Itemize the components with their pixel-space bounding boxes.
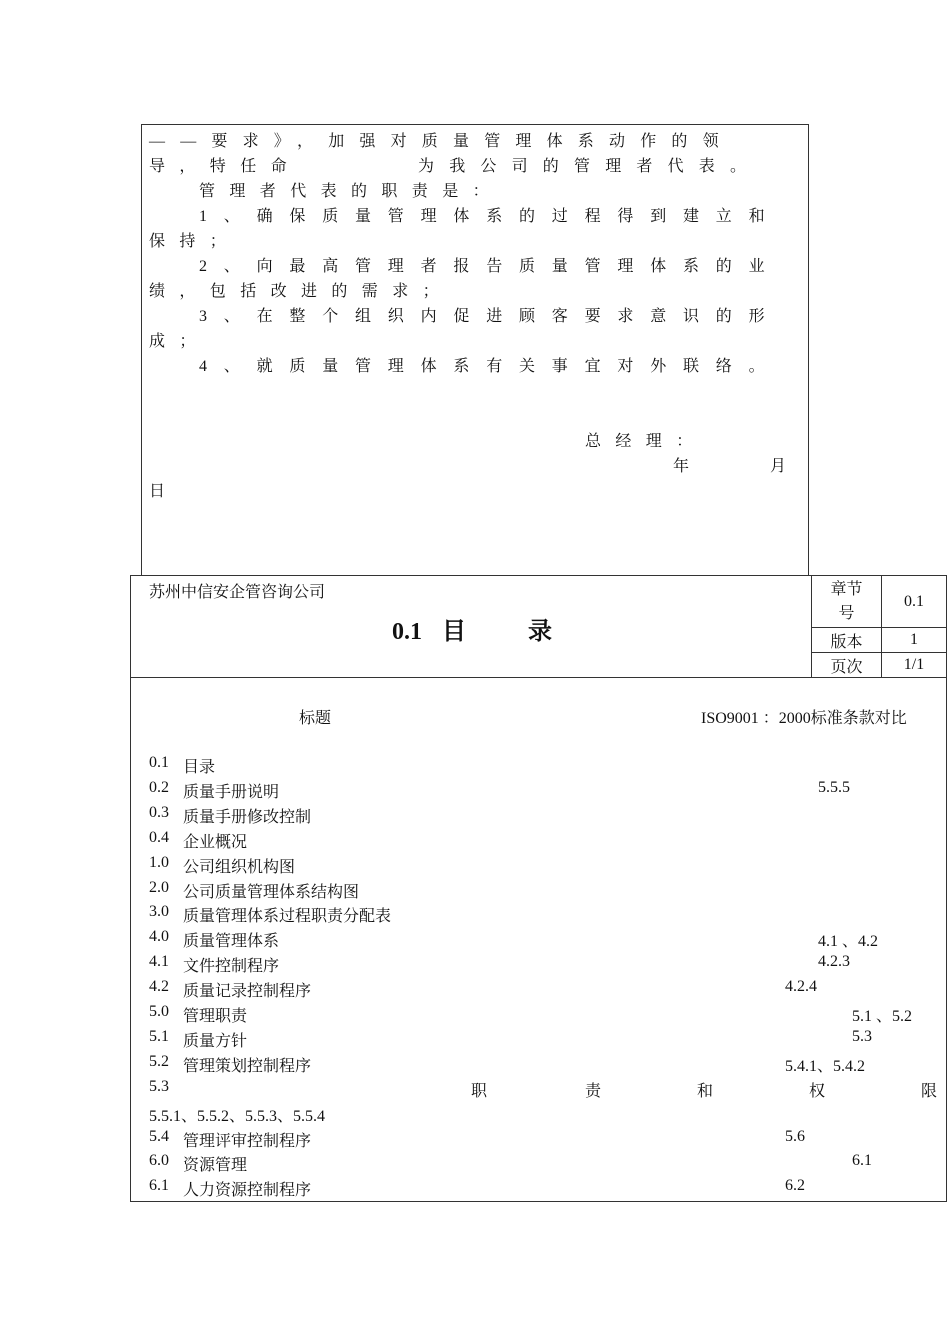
chapter-value: 0.1 [882,576,947,628]
signer-label: 总经理： [585,433,707,450]
toc-row-number: 3.0 [149,903,169,921]
appointment-line-2b: 为我公司的管理者代表。 [418,158,762,175]
toc-row-ref: 5.4.1、5.4.2 [785,1057,866,1075]
appointment-line-1: ——要求》，加强对质量管理体系动作的领 [149,133,734,150]
toc-row-ref: 5.1 、5.2 [852,1008,913,1025]
toc-row-ref: 5.5.5 [818,778,850,796]
document-meta-table [811,575,947,678]
duty-1-cont: 保持； [149,233,241,250]
title-char-2: 录 [528,619,552,645]
toc-row-title: 管理评审控制程序 [183,1132,312,1150]
chapter-label: 章节 [830,580,863,598]
toc-row-number: 2.0 [149,878,169,896]
toc-row-title-spread-char: 职 [471,1082,488,1100]
toc-row-title-spread-char: 限 [921,1082,938,1100]
toc-row-number: 5.4 [149,1127,169,1145]
toc-row-title: 管理职责 [183,1008,248,1025]
title-char-1: 目 [442,619,466,645]
toc-row-title: 质量记录控制程序 [183,983,312,1001]
toc-row-ref: 5.3 [852,1027,872,1045]
toc-row-number: 0.4 [149,828,169,846]
version-value: 1 [882,628,947,653]
appointment-line-2a: 导，特任命 [149,158,302,175]
toc-row-title: 人力资源控制程序 [183,1182,312,1200]
toc-row-number: 0.3 [149,803,169,821]
chapter-label-cell [812,576,882,628]
company-name: 苏州中信安企管咨询公司 [149,584,326,601]
toc-row-number: 6.1 [149,1177,169,1195]
toc-row-ref: 4.2.4 [785,978,817,996]
duties-intro: 管理者代表的职责是： [199,183,504,200]
toc-row-title: 5.5.1、5.5.2、5.5.3、5.5.4 [149,1107,326,1125]
toc-row-ref: 5.6 [785,1127,805,1145]
toc-row-title: 质量管理体系 [183,933,280,951]
duty-2-cont: 绩，包括改进的需求； [149,283,454,300]
page-value: 1/1 [882,653,947,678]
toc-row-title: 公司质量管理体系结构图 [183,883,360,901]
toc-row-number: 4.0 [149,928,169,946]
toc-col-ref: ISO9001 ：2000标准条款对比 [701,710,907,727]
duty-4: 4、就质量管理体系有关事宜对外联络。 [199,358,782,375]
toc-row-title-spread-char: 权 [809,1082,826,1100]
toc-row-number: 5.2 [149,1052,169,1070]
toc-row-number: 0.1 [149,754,169,771]
version-label: 版本 [812,628,882,653]
toc-col-title: 标题 [299,710,332,727]
duty-3: 3、在整个组织内促进顾客要求意识的形 [199,308,782,325]
duty-1: 1、确保质量管理体系的过程得到建立和 [199,208,782,225]
toc-row-ref: 4.2.3 [818,953,850,971]
toc-row-number: 0.2 [149,778,169,796]
toc-row-title: 企业概况 [183,833,248,851]
chapter-label-2: 号 [838,604,855,622]
toc-row-title: 质量手册修改控制 [183,808,312,826]
toc-row-ref: 6.2 [785,1177,805,1195]
toc-row-title: 文件控制程序 [183,958,280,976]
toc-row-title-spread-char: 责 [585,1082,602,1100]
toc-row-number: 4.1 [149,953,169,971]
toc-row-title: 管理策划控制程序 [183,1057,312,1075]
toc-row-ref: 6.1 [852,1152,872,1170]
toc-row-number: 5.3 [149,1077,169,1095]
toc-row-title-spread-char: 和 [697,1082,714,1100]
page-title [392,611,552,646]
toc-row-number: 5.0 [149,1003,169,1020]
date-day: 日 [149,483,166,500]
title-number: 0.1 [392,619,422,645]
toc-row-title: 质量手册说明 [183,783,280,801]
toc-row-title: 质量方针 [183,1032,248,1050]
date-month: 月 [770,458,787,475]
toc-row-title: 质量管理体系过程职责分配表 [183,908,392,926]
toc-row-title: 目录 [183,759,216,776]
toc-row-number: 1.0 [149,853,169,871]
toc-row-title: 资源管理 [183,1157,248,1175]
duty-2: 2、向最高管理者报告质量管理体系的业 [199,258,782,275]
date-year: 年 [673,458,690,475]
duty-3-cont: 成； [149,333,210,350]
toc-row-number: 6.0 [149,1152,169,1170]
toc-row-ref: 4.1 、4.2 [818,933,879,951]
toc-row-title: 公司组织机构图 [183,858,296,876]
toc-row-number: 4.2 [149,978,169,996]
toc-row-number: 5.1 [149,1027,169,1045]
page-label: 页次 [812,653,882,678]
